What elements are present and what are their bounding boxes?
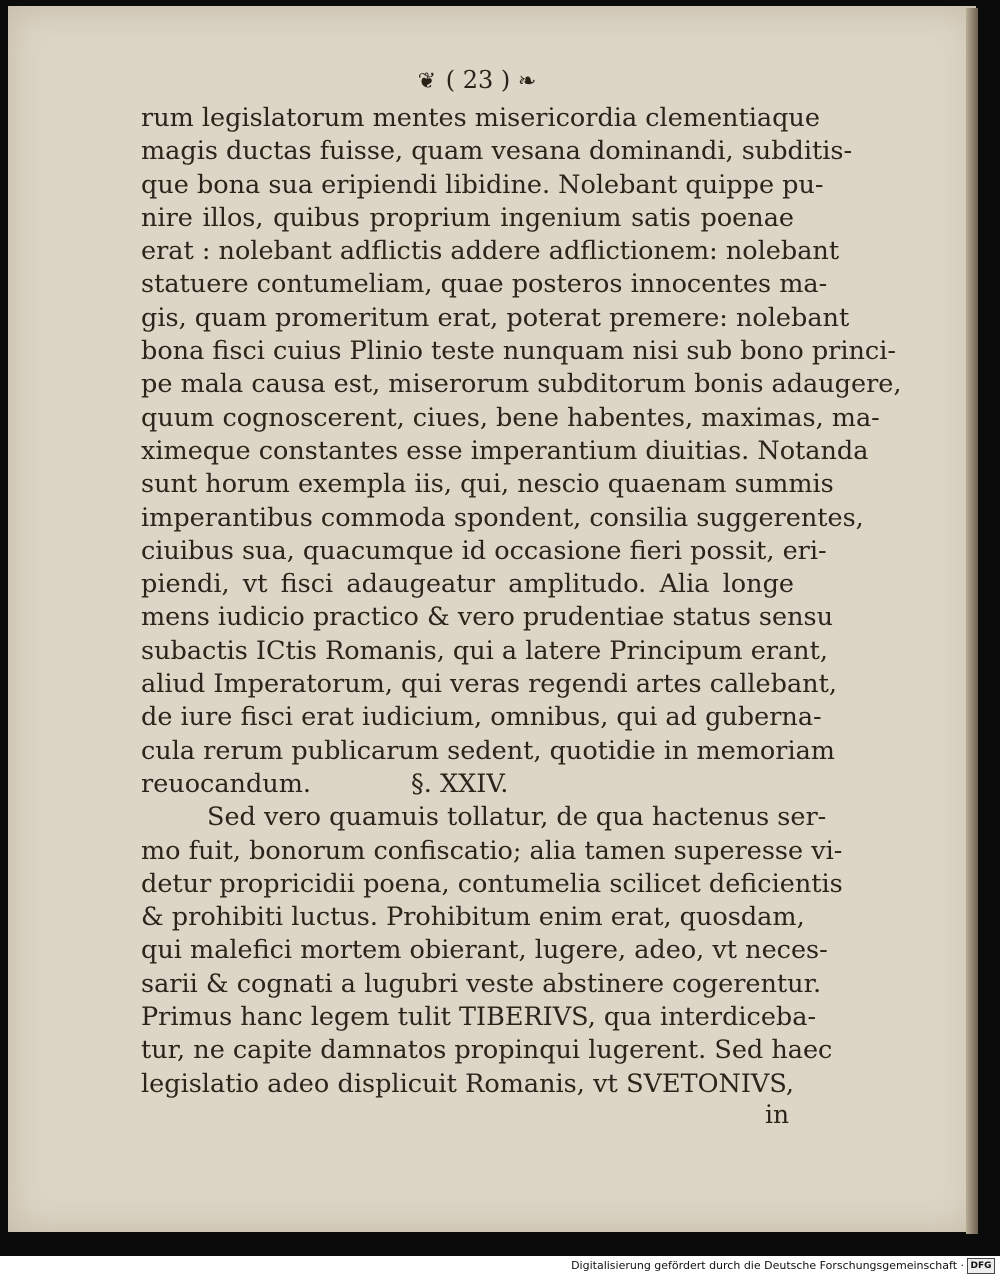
dfg-logo: DFG: [967, 1258, 995, 1274]
text-line: bona fisci cuius Plinio teste nunquam nisi sub bono princi-: [141, 336, 896, 367]
text-line: mens iudicio practico & vero prudentiae status sensu: [141, 602, 834, 633]
page-edge: [966, 8, 978, 1234]
text-line: imperantibus commoda spondent, consilia suggerentes,: [141, 502, 864, 533]
text-line: quum cognoscerent, ciues, bene habentes, maximas, ma-: [141, 402, 880, 433]
text-line: piendi, vt fisci adaugeatur amplitudo. Alia longe: [141, 569, 794, 600]
text-line: sarii & cognati a lugubri veste abstinere cogerentur.: [141, 968, 822, 999]
funding-credit: Digitalisierung gefördert durch die Deutsche Forschungsgemeinschaft ·: [571, 1259, 964, 1272]
text-line: statuere contumeliam, quae posteros innocentes ma-: [141, 269, 828, 300]
text-line: erat : nolebant adflictis addere adflictionem: nolebant: [141, 236, 840, 267]
text-line: nire illos, quibus proprium ingenium satis poenae: [141, 202, 794, 233]
text-line: legislatio adeo displicuit Romanis, vt SVETONIVS,: [141, 1068, 794, 1099]
text-line: cula rerum publicarum sedent, quotidie in memoriam: [141, 735, 835, 766]
text-line: aliud Imperatorum, qui veras regendi artes callebant,: [141, 669, 837, 700]
text-line: detur propricidii poena, contumelia scilicet deficientis: [141, 868, 843, 899]
text-line: & prohibiti luctus. Prohibitum enim erat, quosdam,: [141, 902, 805, 933]
ornament-right-icon: ❧: [517, 69, 539, 94]
page-header: [8, 66, 948, 94]
text-line: magis ductas fuisse, quam vesana dominandi, subditis-: [141, 136, 853, 167]
section-heading: §. XXIV.: [411, 768, 509, 799]
text-line: de iure fisci erat iudicium, omnibus, qui ad guberna-: [141, 702, 822, 733]
body-text: [141, 102, 902, 1101]
paragraph-first-line: Sed vero quamuis tollatur, de qua hactenus ser-: [207, 802, 827, 833]
footer-bar: [0, 1256, 1000, 1275]
text-line: ximeque constantes esse imperantium diuitias. Notanda: [141, 435, 869, 466]
text-line-with-section: [141, 768, 794, 801]
book-page: [8, 6, 976, 1232]
text-line-end: reuocandum.: [141, 768, 311, 799]
text-line: mo fuit, bonorum confiscatio; alia tamen superesse vi-: [141, 835, 843, 866]
text-line: sunt horum exempla iis, qui, nescio quaenam summis: [141, 469, 834, 500]
text-line: qui malefici mortem obierant, lugere, adeo, vt neces-: [141, 935, 828, 966]
text-line: subactis ICtis Romanis, qui a latere Principum erant,: [141, 635, 828, 666]
catchword: in: [765, 1100, 790, 1129]
text-line: rum legislatorum mentes misericordia clementiaque: [141, 103, 820, 133]
text-line: tur, ne capite damnatos propinqui lugerent. Sed haec: [141, 1035, 833, 1066]
text-line: Primus hanc legem tulit TIBERIVS, qua interdiceba-: [141, 1002, 817, 1033]
text-line: que bona sua eripiendi libidine. Nolebant quippe pu-: [141, 169, 824, 200]
text-line: gis, quam promeritum erat, poterat premere: nolebant: [141, 302, 850, 333]
text-line: pe mala causa est, miserorum subditorum bonis adaugere,: [141, 369, 902, 400]
page-number: ( 23 ): [445, 66, 511, 94]
ornament-left-icon: ❦: [417, 69, 439, 94]
text-line: ciuibus sua, quacumque id occasione fieri possit, eri-: [141, 535, 827, 566]
